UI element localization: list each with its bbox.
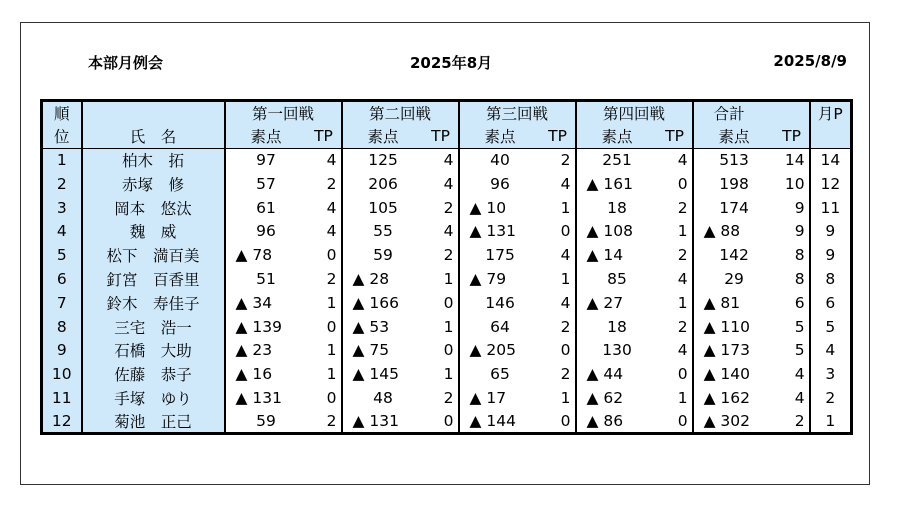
table-row bbox=[42, 243, 852, 267]
round3-score: ▲ 17 bbox=[459, 386, 541, 410]
round4-tp: 0 bbox=[658, 410, 693, 434]
rank-cell: 5 bbox=[42, 243, 82, 267]
total-tp: 9 bbox=[775, 196, 810, 220]
round4-score: ▲ 27 bbox=[576, 291, 658, 315]
round1-score: 61 bbox=[225, 196, 307, 220]
round1-tp: 2 bbox=[307, 267, 342, 291]
round2-score: 59 bbox=[342, 243, 424, 267]
round2-score: ▲ 75 bbox=[342, 338, 424, 362]
player-name: 佐藤 恭子 bbox=[82, 362, 225, 386]
round2-score: ▲ 131 bbox=[342, 410, 424, 434]
total-score: 29 bbox=[693, 267, 775, 291]
round2-tp: 2 bbox=[424, 196, 459, 220]
round1-score: 57 bbox=[225, 172, 307, 196]
round4-score-header: 素点 bbox=[576, 124, 658, 148]
round1-score: ▲ 16 bbox=[225, 362, 307, 386]
event-date: 2025/8/9 bbox=[773, 52, 847, 70]
round1-tp: 2 bbox=[307, 410, 342, 434]
player-name: 菊池 正己 bbox=[82, 410, 225, 434]
table-row bbox=[42, 362, 852, 386]
rank-cell: 7 bbox=[42, 291, 82, 315]
round2-tp: 2 bbox=[424, 386, 459, 410]
round4-tp: 0 bbox=[658, 172, 693, 196]
results-table bbox=[40, 99, 853, 435]
round2-score: ▲ 145 bbox=[342, 362, 424, 386]
player-name: 赤塚 修 bbox=[82, 172, 225, 196]
month-points: 5 bbox=[810, 315, 852, 339]
month-points: 2 bbox=[810, 386, 852, 410]
round2-score: 105 bbox=[342, 196, 424, 220]
rank-header-bottom: 位 bbox=[42, 124, 82, 148]
round2-tp: 4 bbox=[424, 172, 459, 196]
round1-score: ▲ 139 bbox=[225, 315, 307, 339]
round3-score: 96 bbox=[459, 172, 541, 196]
round2-tp: 0 bbox=[424, 291, 459, 315]
round2-score: 206 bbox=[342, 172, 424, 196]
round4-tp: 2 bbox=[658, 243, 693, 267]
total-tp: 10 bbox=[775, 172, 810, 196]
round4-score: 85 bbox=[576, 267, 658, 291]
round3-tp: 4 bbox=[541, 172, 576, 196]
total-tp: 5 bbox=[775, 338, 810, 362]
round2-tp: 1 bbox=[424, 267, 459, 291]
round4-tp: 2 bbox=[658, 315, 693, 339]
month-points: 14 bbox=[810, 148, 852, 172]
table-row bbox=[42, 267, 852, 291]
table-row bbox=[42, 291, 852, 315]
round2-tp: 1 bbox=[424, 362, 459, 386]
round2-score-header: 素点 bbox=[342, 124, 424, 148]
total-tp: 8 bbox=[775, 243, 810, 267]
round2-header: 第二回戦 bbox=[342, 101, 459, 125]
results-body bbox=[42, 148, 852, 434]
round3-score-header: 素点 bbox=[459, 124, 541, 148]
round1-tp: 4 bbox=[307, 219, 342, 243]
round2-tp: 1 bbox=[424, 315, 459, 339]
table-row bbox=[42, 148, 852, 172]
round4-header: 第四回戦 bbox=[576, 101, 693, 125]
round3-score: ▲ 131 bbox=[459, 219, 541, 243]
player-name: 岡本 悠汰 bbox=[82, 196, 225, 220]
rank-cell: 3 bbox=[42, 196, 82, 220]
month-points: 6 bbox=[810, 291, 852, 315]
player-name: 釘宮 百香里 bbox=[82, 267, 225, 291]
player-name: 松下 満百美 bbox=[82, 243, 225, 267]
round4-score: 18 bbox=[576, 196, 658, 220]
round1-tp: 1 bbox=[307, 291, 342, 315]
round2-score: ▲ 53 bbox=[342, 315, 424, 339]
round3-tp: 0 bbox=[541, 338, 576, 362]
round4-tp: 4 bbox=[658, 267, 693, 291]
month-points-header: 月P bbox=[810, 101, 852, 125]
table-row bbox=[42, 386, 852, 410]
month-points: 8 bbox=[810, 267, 852, 291]
rank-header-top: 順 bbox=[42, 101, 82, 125]
rank-cell: 10 bbox=[42, 362, 82, 386]
round1-tp: 0 bbox=[307, 386, 342, 410]
event-month: 2025年8月 bbox=[410, 54, 493, 72]
round1-score: ▲ 78 bbox=[225, 243, 307, 267]
round1-tp: 0 bbox=[307, 243, 342, 267]
round3-tp-header: TP bbox=[541, 124, 576, 148]
total-score: 142 bbox=[693, 243, 775, 267]
round1-tp-header: TP bbox=[307, 124, 342, 148]
round3-tp: 1 bbox=[541, 267, 576, 291]
total-tp: 5 bbox=[775, 315, 810, 339]
round3-score: 40 bbox=[459, 148, 541, 172]
total-tp: 9 bbox=[775, 219, 810, 243]
total-header: 合計 bbox=[693, 101, 810, 125]
round1-score: 97 bbox=[225, 148, 307, 172]
round4-score: 130 bbox=[576, 338, 658, 362]
month-points: 3 bbox=[810, 362, 852, 386]
round3-score: 175 bbox=[459, 243, 541, 267]
total-score: ▲ 140 bbox=[693, 362, 775, 386]
total-score-header: 素点 bbox=[693, 124, 775, 148]
round4-score: 18 bbox=[576, 315, 658, 339]
round2-tp: 4 bbox=[424, 219, 459, 243]
round4-tp: 2 bbox=[658, 196, 693, 220]
round2-tp: 4 bbox=[424, 148, 459, 172]
table-row bbox=[42, 172, 852, 196]
round1-score: ▲ 34 bbox=[225, 291, 307, 315]
round4-tp: 1 bbox=[658, 386, 693, 410]
round2-tp: 0 bbox=[424, 338, 459, 362]
name-header-top bbox=[82, 101, 225, 125]
round2-score: 55 bbox=[342, 219, 424, 243]
rank-cell: 1 bbox=[42, 148, 82, 172]
total-score: 174 bbox=[693, 196, 775, 220]
round3-tp: 2 bbox=[541, 148, 576, 172]
round3-score: 64 bbox=[459, 315, 541, 339]
total-tp: 14 bbox=[775, 148, 810, 172]
rank-cell: 11 bbox=[42, 386, 82, 410]
round4-tp: 4 bbox=[658, 338, 693, 362]
table-row bbox=[42, 410, 852, 434]
round4-score: 251 bbox=[576, 148, 658, 172]
round3-tp: 2 bbox=[541, 362, 576, 386]
month-points: 1 bbox=[810, 410, 852, 434]
round4-tp: 0 bbox=[658, 362, 693, 386]
month-points-header-blank bbox=[810, 124, 852, 148]
table-row bbox=[42, 338, 852, 362]
round3-header: 第三回戦 bbox=[459, 101, 576, 125]
player-name: 鈴木 寿佳子 bbox=[82, 291, 225, 315]
rank-cell: 8 bbox=[42, 315, 82, 339]
round2-tp: 0 bbox=[424, 410, 459, 434]
table-row bbox=[42, 315, 852, 339]
total-score: ▲ 110 bbox=[693, 315, 775, 339]
round4-score: ▲ 108 bbox=[576, 219, 658, 243]
rank-cell: 12 bbox=[42, 410, 82, 434]
round3-tp: 0 bbox=[541, 410, 576, 434]
header-row-bottom bbox=[42, 124, 852, 148]
total-tp-header: TP bbox=[775, 124, 810, 148]
round3-tp: 1 bbox=[541, 386, 576, 410]
month-points: 12 bbox=[810, 172, 852, 196]
round3-score: ▲ 144 bbox=[459, 410, 541, 434]
round3-tp: 4 bbox=[541, 243, 576, 267]
round1-score: 96 bbox=[225, 219, 307, 243]
round4-score: ▲ 14 bbox=[576, 243, 658, 267]
round2-score: ▲ 166 bbox=[342, 291, 424, 315]
month-points: 9 bbox=[810, 219, 852, 243]
table-row bbox=[42, 219, 852, 243]
name-header: 氏 名 bbox=[82, 124, 225, 148]
round4-tp-header: TP bbox=[658, 124, 693, 148]
round1-score: ▲ 23 bbox=[225, 338, 307, 362]
total-score: ▲ 88 bbox=[693, 219, 775, 243]
rank-cell: 9 bbox=[42, 338, 82, 362]
rank-cell: 4 bbox=[42, 219, 82, 243]
player-name: 魏 威 bbox=[82, 219, 225, 243]
player-name: 石橋 大助 bbox=[82, 338, 225, 362]
total-score: ▲ 81 bbox=[693, 291, 775, 315]
round1-tp: 4 bbox=[307, 196, 342, 220]
round2-score: 125 bbox=[342, 148, 424, 172]
total-score: 198 bbox=[693, 172, 775, 196]
round4-score: ▲ 86 bbox=[576, 410, 658, 434]
round4-score: ▲ 161 bbox=[576, 172, 658, 196]
total-tp: 4 bbox=[775, 362, 810, 386]
month-points: 9 bbox=[810, 243, 852, 267]
round1-score: ▲ 131 bbox=[225, 386, 307, 410]
player-name: 三宅 浩一 bbox=[82, 315, 225, 339]
player-name: 柏木 拓 bbox=[82, 148, 225, 172]
month-points: 4 bbox=[810, 338, 852, 362]
header-row-top bbox=[42, 101, 852, 125]
round3-tp: 1 bbox=[541, 196, 576, 220]
round3-score: ▲ 10 bbox=[459, 196, 541, 220]
round1-header: 第一回戦 bbox=[225, 101, 342, 125]
round2-score: ▲ 28 bbox=[342, 267, 424, 291]
total-score: ▲ 162 bbox=[693, 386, 775, 410]
round1-tp: 4 bbox=[307, 148, 342, 172]
round3-score: ▲ 79 bbox=[459, 267, 541, 291]
round3-score: ▲ 205 bbox=[459, 338, 541, 362]
total-score: ▲ 302 bbox=[693, 410, 775, 434]
total-tp: 6 bbox=[775, 291, 810, 315]
month-points: 11 bbox=[810, 196, 852, 220]
round2-tp: 2 bbox=[424, 243, 459, 267]
round1-score: 59 bbox=[225, 410, 307, 434]
round2-tp-header: TP bbox=[424, 124, 459, 148]
round4-tp: 4 bbox=[658, 148, 693, 172]
round1-score: 51 bbox=[225, 267, 307, 291]
round2-score: 48 bbox=[342, 386, 424, 410]
player-name: 手塚 ゆり bbox=[82, 386, 225, 410]
round3-score: 146 bbox=[459, 291, 541, 315]
table-row bbox=[42, 196, 852, 220]
total-tp: 8 bbox=[775, 267, 810, 291]
total-score: ▲ 173 bbox=[693, 338, 775, 362]
round4-tp: 1 bbox=[658, 291, 693, 315]
round3-score: 65 bbox=[459, 362, 541, 386]
rank-cell: 6 bbox=[42, 267, 82, 291]
round4-tp: 1 bbox=[658, 219, 693, 243]
rank-cell: 2 bbox=[42, 172, 82, 196]
round1-tp: 0 bbox=[307, 315, 342, 339]
round3-tp: 0 bbox=[541, 219, 576, 243]
round1-tp: 1 bbox=[307, 362, 342, 386]
total-tp: 4 bbox=[775, 386, 810, 410]
round1-tp: 1 bbox=[307, 338, 342, 362]
round1-score-header: 素点 bbox=[225, 124, 307, 148]
event-title: 本部月例会 bbox=[88, 54, 164, 72]
round3-tp: 4 bbox=[541, 291, 576, 315]
total-score: 513 bbox=[693, 148, 775, 172]
total-tp: 2 bbox=[775, 410, 810, 434]
round4-score: ▲ 44 bbox=[576, 362, 658, 386]
round4-score: ▲ 62 bbox=[576, 386, 658, 410]
round1-tp: 2 bbox=[307, 172, 342, 196]
round3-tp: 2 bbox=[541, 315, 576, 339]
